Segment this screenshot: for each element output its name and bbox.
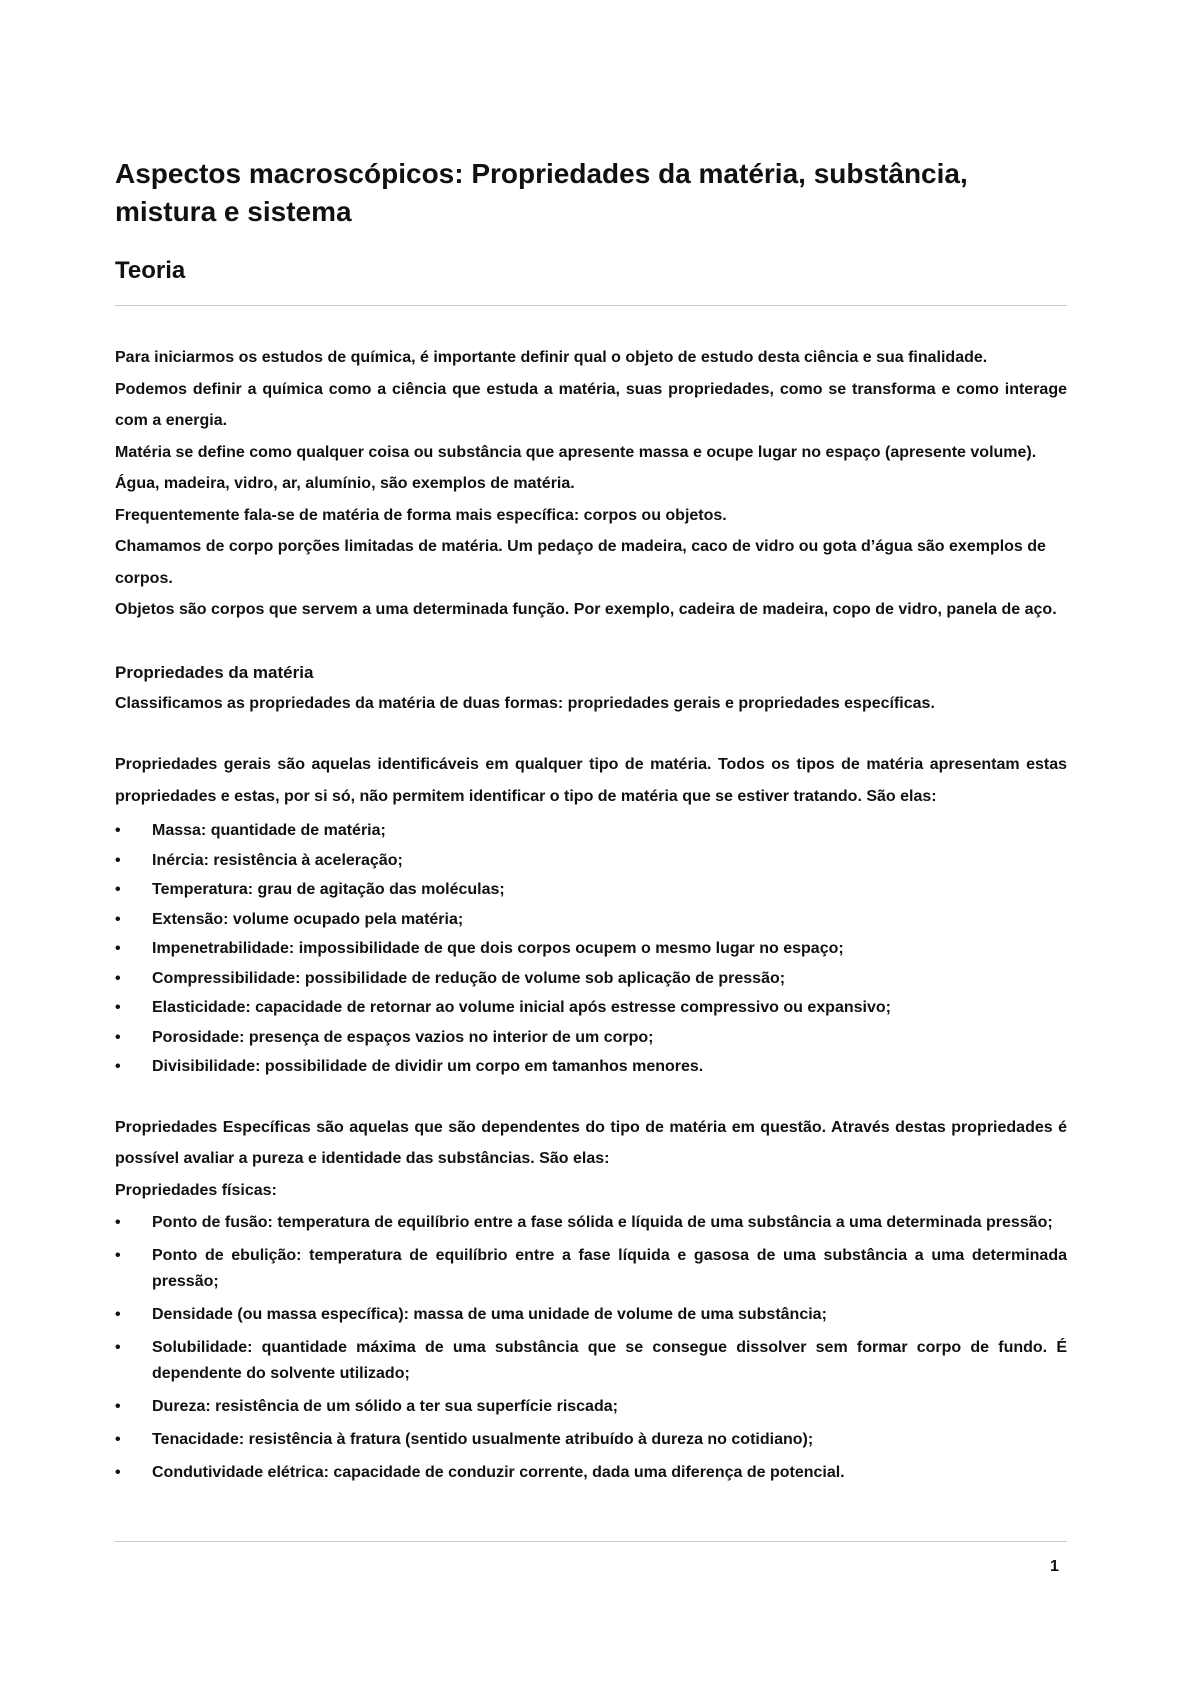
intro-paragraph: Objetos são corpos que servem a uma determinada função. Por exemplo, cadeira de madeira, copo de vidro, panela de aço. <box>115 601 1057 618</box>
list-item-text: Massa: quantidade de matéria; <box>152 822 386 839</box>
list-item-text: Divisibilidade: possibilidade de dividir um corpo em tamanhos menores. <box>152 1058 704 1075</box>
general-properties-list <box>115 816 1067 1082</box>
list-item <box>115 1460 1067 1486</box>
page-content <box>115 155 1067 1493</box>
specific-properties-intro: Propriedades Específicas são aquelas que são dependentes do tipo de matéria em questão. Através destas propriedades é possível avaliar a pureza e identidade das substâncias. São elas: <box>115 1118 1067 1167</box>
section-lead: Classificamos as propriedades da matéria de duas formas: propriedades gerais e propriedades específicas. <box>115 694 935 712</box>
bullet-icon: • <box>115 1306 121 1323</box>
list-item-text: Tenacidade: resistência à fratura (sentido usualmente atribuído à dureza no cotidiano); <box>152 1431 814 1448</box>
list-item-text: Temperatura: grau de agitação das moléculas; <box>152 881 505 898</box>
list-item <box>115 1052 1067 1082</box>
list-item-text: Extensão: volume ocupado pela matéria; <box>152 910 464 928</box>
list-item-text: Solubilidade: quantidade máxima de uma substância que se consegue dissolver sem formar corpo de fundo. É dependente do solvente utilizado; <box>152 1339 1067 1382</box>
intro-paragraph: Podemos definir a química como a ciência que estuda a matéria, suas propriedades, como se transforma e como interage com a energia. <box>115 380 1067 429</box>
footer-divider <box>115 1541 1067 1542</box>
physical-properties-label: Propriedades físicas: <box>115 1181 277 1199</box>
list-item-text: Impenetrabilidade: impossibilidade de que dois corpos ocupem o mesmo lugar no espaço; <box>152 940 844 957</box>
list-item <box>115 993 1067 1023</box>
page-number: 1 <box>1050 1558 1059 1575</box>
header-divider <box>115 305 1067 306</box>
list-item <box>115 1302 1067 1328</box>
section-heading: Propriedades da matéria <box>115 662 314 682</box>
general-properties-intro: Propriedades gerais são aquelas identificáveis em qualquer tipo de matéria. Todos os tipos de matéria apresentam estas propriedades e estas, por si só, não permitem identificar o tipo de matéria que se estiver tratando. São elas: <box>115 756 1067 805</box>
spacer <box>115 719 1067 749</box>
list-item <box>115 1023 1067 1053</box>
list-item <box>115 846 1067 876</box>
list-item-text: Ponto de fusão: temperatura de equilíbrio entre a fase sólida e líquida de uma substância a uma determinada pressão; <box>152 1214 1053 1231</box>
list-item-text: Dureza: resistência de um sólido a ter sua superfície riscada; <box>152 1398 618 1415</box>
bullet-icon: • <box>115 881 121 898</box>
document-subtitle: Teoria <box>115 257 186 284</box>
bullet-icon: • <box>115 1339 121 1356</box>
intro-paragraph: Frequentemente fala-se de matéria de forma mais específica: corpos ou objetos. <box>115 506 727 524</box>
document-title: Aspectos macroscópicos: Propriedades da matéria, substância, mistura e sistema <box>115 158 968 227</box>
list-item-text: Porosidade: presença de espaços vazios no interior de um corpo; <box>152 1028 654 1046</box>
list-item-text: Compressibilidade: possibilidade de redução de volume sob aplicação de pressão; <box>152 969 786 987</box>
bullet-icon: • <box>115 969 121 987</box>
bullet-icon: • <box>115 910 121 928</box>
physical-properties-list <box>115 1210 1067 1486</box>
list-item <box>115 816 1067 846</box>
list-item-text: Elasticidade: capacidade de retornar ao volume inicial após estresse compressivo ou expansivo; <box>152 999 891 1016</box>
list-item <box>115 875 1067 905</box>
list-item <box>115 1427 1067 1453</box>
spacer <box>115 1082 1067 1112</box>
list-item-text: Ponto de ebulição: temperatura de equilíbrio entre a fase líquida e gasosa de uma substância a uma determinada pressão; <box>152 1247 1067 1290</box>
intro-paragraph: Chamamos de corpo porções limitadas de matéria. Um pedaço de madeira, caco de vidro ou gota d’água são exemplos de corpos. <box>115 538 1046 587</box>
list-item <box>115 1210 1067 1236</box>
intro-section <box>115 342 1067 626</box>
bullet-icon: • <box>115 1028 121 1046</box>
bullet-icon: • <box>115 940 121 957</box>
bullet-icon: • <box>115 999 121 1016</box>
bullet-icon: • <box>115 1247 121 1264</box>
bullet-icon: • <box>115 1464 121 1481</box>
list-item <box>115 1243 1067 1295</box>
intro-paragraph: Água, madeira, vidro, ar, alumínio, são exemplos de matéria. <box>115 475 575 492</box>
bullet-icon: • <box>115 822 121 839</box>
list-item-text: Densidade (ou massa específica): massa de uma unidade de volume de uma substância; <box>152 1306 827 1323</box>
list-item-text: Condutividade elétrica: capacidade de conduzir corrente, dada uma diferença de potencial. <box>152 1464 845 1481</box>
list-item-text: Inércia: resistência à aceleração; <box>152 851 403 869</box>
list-item <box>115 1335 1067 1387</box>
intro-paragraph: Para iniciarmos os estudos de química, é importante definir qual o objeto de estudo desta ciência e sua finalidade. <box>115 349 988 366</box>
list-item <box>115 905 1067 935</box>
bullet-icon: • <box>115 1214 121 1231</box>
list-item <box>115 1394 1067 1420</box>
bullet-icon: • <box>115 1398 121 1415</box>
list-item <box>115 964 1067 994</box>
bullet-icon: • <box>115 1431 121 1448</box>
intro-paragraph: Matéria se define como qualquer coisa ou substância que apresente massa e ocupe lugar no espaço (apresente volume). <box>115 443 1037 461</box>
bullet-icon: • <box>115 1058 121 1075</box>
bullet-icon: • <box>115 851 121 869</box>
list-item <box>115 934 1067 964</box>
